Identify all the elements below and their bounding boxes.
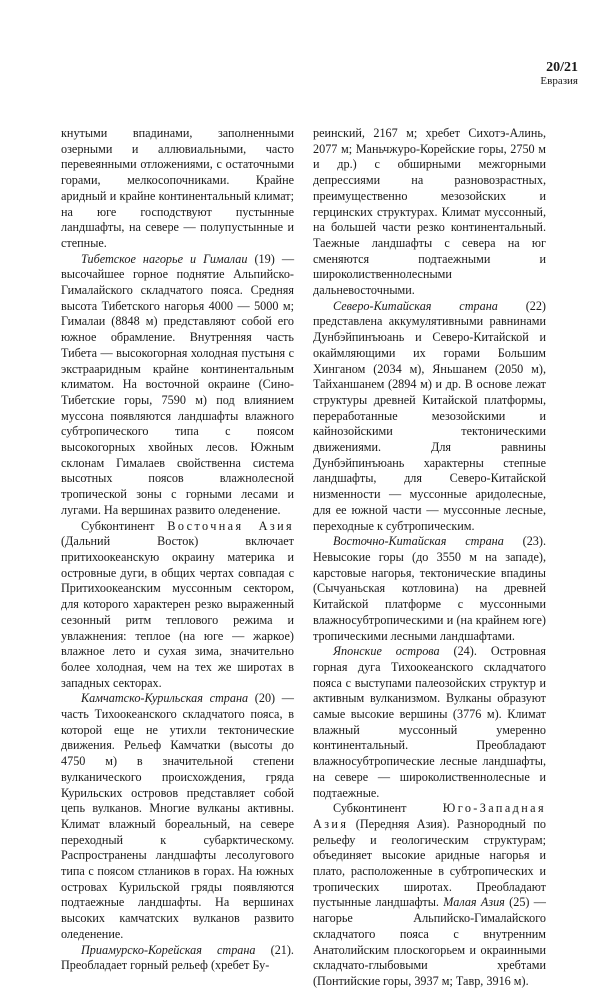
paragraph-text: (22) представлена аккумулятивными равнинами Дунбэйпинъюань и Северо-Китайской и окаймляющими их горами Большим Хинганом (2034 м), Яньшанем (2050 м), Тайханшанем (2894 м) и др. В основе лежат структуры древней Китайской платформы, переработанные мезозойскими и кайнозойскими тектоническими движениями. Для равнины Дунбэйпинъюань характерны степные ландшафты, для Северо-Китайской низменности — муссонные аридолесные, для ее южной части — муссонные лесные, переходные к субтропическим. [313, 298, 546, 533]
section-title: Евразия [540, 75, 578, 88]
paragraph-text: (Передняя Азия). Разнородный по рельефу и геологическим структурам; объединяет высокие аридные нагорья и плато, расположенные в субтропических и тропических широтах. Преобладают пустынные ландшафты. [313, 816, 546, 910]
paragraph-text: кнутыми впадинами, заполненными озерными и аллювиальными, часто перевеянными отложениями, с остаточными горами, мелкосопочниками. Крайне аридный и крайне континентальный климат; на юге господствуют пустынные ландшафты, на севере — полупустынные и степные. [61, 126, 294, 250]
paragraph-east-asia [61, 519, 294, 692]
paragraph-southwest-asia [313, 801, 546, 989]
paragraph-tibet [61, 252, 294, 519]
region-name: Северо-Китайская страна [333, 298, 498, 313]
paragraph-text: (23). Невысокие горы (до 3550 м на западе), карстовые нагорья, тектонические впадины (Сычуаньская котловина) на древней Китайской платформе с муссонными влажносубтропическими и (на крайнем юге) тропическими лесными ландшафтами. [313, 534, 546, 643]
paragraph-prefix: Субконтинент [81, 518, 168, 533]
paragraph-continuation [313, 126, 546, 299]
paragraph-japan [313, 644, 546, 801]
page-header [540, 60, 578, 87]
right-column [313, 126, 546, 990]
region-name: Камчатско-Курильская страна [81, 691, 249, 706]
paragraph-text: (24). Островная горная дуга Тихоокеанского складчатого пояса с выступами палеозойских структур и активным вулканизмом. Вулканы образуют самые высокие вершины (3776 м). Климат влажный муссонный умеренно континентальный. Преобладают влажносубтропические лесные ландшафты, на севере — широколиственнолесные и подтаежные. [313, 644, 546, 800]
paragraph-north-china [313, 299, 546, 535]
region-name: Тибетское нагорье и Гималаи [81, 251, 248, 266]
paragraph-east-china [313, 534, 546, 644]
paragraph-text: (21). Преобладает горный рельеф (хребет Бу- [61, 942, 294, 973]
subcontinent-name: Восточная Азия [167, 518, 294, 533]
subcontinent-name: Юго-Западная Азия [313, 801, 546, 831]
region-name: Приамурско-Корейская страна [81, 942, 256, 957]
page-numbers: 20/21 [546, 60, 578, 75]
paragraph-priamurye [61, 943, 294, 974]
paragraph-kamchatka [61, 691, 294, 942]
region-name: Восточно-Китайская страна [333, 534, 504, 549]
paragraph-text: (Дальний Восток) включает притихоокеанскую окраину материка и островные дуги, в общих чертах совпадая с Притихоокеанским муссонным сектором, для которого характерен резко выраженный сезонный ритм теплового режима и увлажнения: теплое (на юге — жаркое) влажное лето и сухая зима, значительно более холодная, чем на тех же широтах в западных секторах. [61, 534, 294, 690]
left-column [61, 126, 294, 974]
paragraph-text: (19) — высочайшее горное поднятие Альпийско-Гималайского складчатого пояса. Средняя высота Тибетского нагорья 4000 — 5000 м; Гималаи (8848 м) представляют собой его южное обрамление. Внутренняя часть Тибета — высокогорная холодная пустыня с экстрааридным крайне континентальным климатом. На восточной окраине (Сино-Тибетские горы, 7590 м) под влиянием муссона появляются ландшафты влажного субтропического типа с поясом высокогорных хвойных лесов. Южным склонам Гималаев свойственна система высотных поясов влажнолесной тропической зоны с горными лесами и лугами. На вершинах развито оледенение. [61, 251, 295, 517]
region-name: Малая Азия [443, 895, 505, 910]
paragraph-prefix: Субконтинент [333, 801, 443, 816]
paragraph-continuation [61, 126, 294, 252]
paragraph-text: (25) — нагорье Альпийско-Гималайского складчатого пояса с внутренним Анатолийским плоскогорьем и окраинными складчато-глыбовыми хребтами (Понтийские горы, 3937 м; Тавр, 3916 м). [313, 895, 546, 988]
paragraph-text: (20) — часть Тихоокеанского складчатого пояса, в которой еще не утихли тектонические движения. Рельеф Камчатки (высоты до 4750 м) в значительной степени вулканического происхождения, гряда Курильских островов представляет собой цепь вулканов. Многие вулканы активны. Климат влажный бореальный, на севере переходный к субарктическому. Распространены ландшафты лесолугового типа с поясом стлаников в горах. На южных островах Курильской гряды появляются подтаежные ландшафты. На вершинах высоких камчатских вулканов развито оледенение. [61, 691, 294, 941]
paragraph-text: реинский, 2167 м; хребет Сихотэ-Алинь, 2077 м; Маньчжуро-Корейские горы, 2750 м и др.) с обширными межгорными депрессиями на разновозрастных, преимущественно мезозойских и герцинских структурах. Климат муссонный, на большей части резко континентальный. Таежные ландшафты с севера на юг сменяются подтаежными и широколиственнолесными дальневосточными. [313, 126, 546, 298]
region-name: Японские острова [333, 644, 440, 659]
